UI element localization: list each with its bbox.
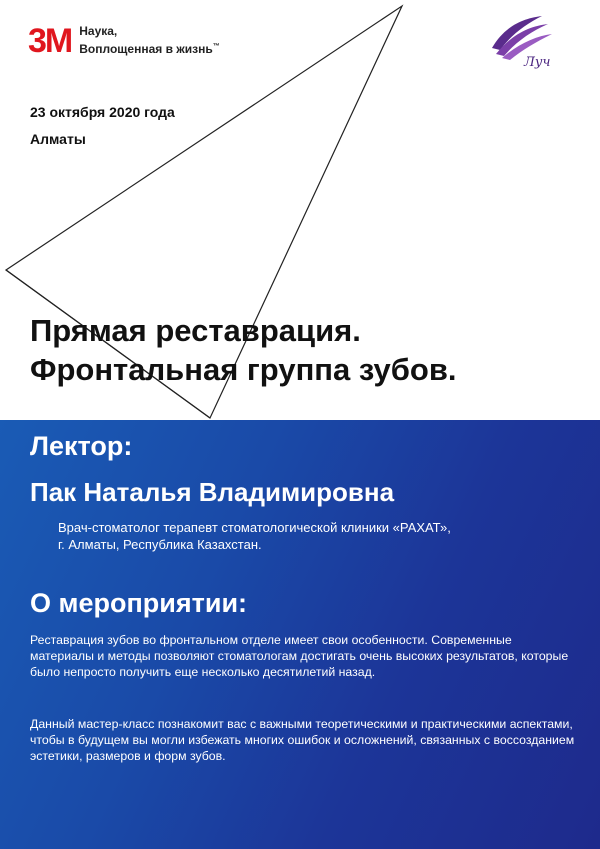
- event-date: 23 октября 2020 года: [30, 104, 175, 120]
- event-title-line1: Прямая реставрация.: [30, 313, 361, 348]
- event-city: Алматы: [30, 131, 86, 147]
- lector-description: [58, 519, 451, 553]
- event-title-line2: Фронтальная группа зубов.: [30, 352, 457, 387]
- about-paragraph-2: Данный мастер-класс познакомит вас с важными теоретическими и практическими аспектами, чтобы в будущем вы могли избежать многих ошибок и осложнений, связанных с воссозданием эстетики, размеров и форм зубов.: [30, 717, 575, 763]
- top-section: [0, 0, 600, 420]
- lector-name: Пак Наталья Владимировна: [30, 477, 395, 507]
- about-heading: О мероприятии:: [30, 588, 248, 618]
- lector-desc-line2: г. Алматы, Республика Казахстан.: [58, 537, 262, 552]
- lector-heading: Лектор:: [30, 431, 133, 461]
- info-band: [0, 420, 600, 849]
- partner-logo-text: Луч: [524, 55, 551, 70]
- about-paragraph-1: Реставрация зубов во фронтальном отделе имеет свои особенности. Современные материалы и методы позволяют стоматологам достигать очень высоких результатов, которые было непросто получить еще несколько десятилетий назад.: [30, 633, 569, 679]
- 3m-logo: 3M: [28, 21, 72, 60]
- event-title: [30, 311, 457, 389]
- tagline-line2-text: Воплощенная в жизнь: [79, 42, 213, 56]
- lector-desc-line1: Врач-стоматолог терапевт стоматологической клиники «РАХАТ»,: [58, 520, 451, 535]
- brand-tagline: [79, 24, 220, 57]
- partner-logo-luch: [486, 14, 566, 70]
- brand-3m: [28, 21, 220, 60]
- tagline-line2: [79, 39, 220, 57]
- trademark-mark: ™: [212, 43, 220, 50]
- tagline-line1: Наука,: [79, 24, 118, 38]
